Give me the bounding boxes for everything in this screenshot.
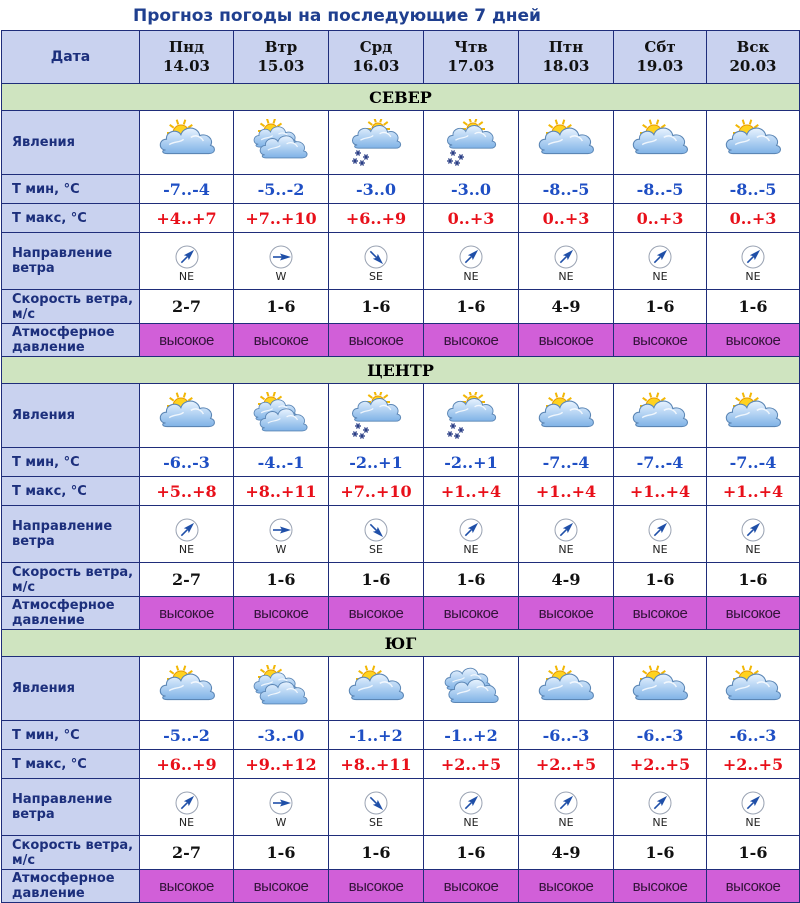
wind-compass-icon [519, 791, 613, 815]
row-tmax [2, 750, 800, 779]
pressure-value: высокое [614, 870, 707, 903]
row-label: Направление ветра [2, 779, 140, 836]
wind-compass-icon [614, 245, 706, 269]
forecast-table [1, 30, 800, 903]
tmin-value: -8..-5 [707, 175, 800, 204]
pressure-value: высокое [424, 870, 519, 903]
wind-direction-label: SE [369, 815, 383, 829]
row-label: Т макс, °С [2, 750, 140, 779]
wind-direction-cell [424, 506, 519, 563]
wind-speed-value: 1-6 [707, 563, 800, 597]
pressure-value: высокое [234, 870, 329, 903]
wind-direction-cell [519, 233, 614, 290]
day-header [424, 31, 519, 84]
wind-speed-value: 1-6 [424, 290, 519, 324]
wind-direction-cell [234, 506, 329, 563]
region-band [2, 84, 800, 111]
pressure-value: высокое [234, 597, 329, 630]
pressure-value: высокое [329, 597, 424, 630]
wind-direction-label: NE [463, 815, 479, 829]
wind-direction-label: NE [652, 542, 668, 556]
day-name: Вск [736, 38, 770, 56]
row-label: Скорость ветра, м/с [2, 290, 140, 324]
day-name: Чтв [454, 38, 488, 56]
row-label: Направление ветра [2, 506, 140, 563]
row-label: Т макс, °С [2, 477, 140, 506]
wind-speed-value: 1-6 [614, 836, 707, 870]
wind-direction-label: W [275, 269, 287, 283]
tmin-value: -3..0 [329, 175, 424, 204]
tmax-value: +5..+8 [140, 477, 234, 506]
wind-speed-value: 2-7 [140, 836, 234, 870]
wind-direction-cell [234, 779, 329, 836]
wind-direction-label: SE [369, 542, 383, 556]
snow-cloud-icon [329, 111, 424, 175]
pressure-value: высокое [424, 324, 519, 357]
day-header [614, 31, 707, 84]
pressure-value: высокое [519, 870, 614, 903]
wind-speed-value: 1-6 [424, 836, 519, 870]
row-label: Атмосферное давление [2, 324, 140, 357]
row-tmax [2, 477, 800, 506]
tmin-value: -3..-0 [234, 721, 329, 750]
region-name: ЦЕНТР [2, 357, 800, 384]
pressure-value: высокое [519, 597, 614, 630]
day-date: 17.03 [447, 57, 495, 75]
wind-compass-icon [329, 791, 423, 815]
wind-speed-value: 2-7 [140, 563, 234, 597]
wind-compass-icon [707, 791, 799, 815]
wind-direction-cell [614, 779, 707, 836]
row-wind-dir [2, 779, 800, 836]
tmax-value: +2..+5 [519, 750, 614, 779]
wind-compass-icon [140, 791, 233, 815]
wind-direction-label: NE [558, 269, 574, 283]
tmin-value: -6..-3 [614, 721, 707, 750]
wind-direction-label: NE [745, 269, 761, 283]
wind-direction-label: NE [652, 269, 668, 283]
pressure-value: высокое [707, 870, 800, 903]
day-header [707, 31, 800, 84]
header-row [2, 31, 800, 84]
day-date: 16.03 [352, 57, 400, 75]
row-label: Скорость ветра, м/с [2, 563, 140, 597]
pressure-value: высокое [707, 324, 800, 357]
wind-direction-cell [614, 506, 707, 563]
wind-direction-label: W [275, 815, 287, 829]
tmax-value: 0..+3 [424, 204, 519, 233]
partly-cloudy-icon [519, 384, 614, 448]
wind-speed-value: 2-7 [140, 290, 234, 324]
snow-cloud-icon [424, 384, 519, 448]
pressure-value: высокое [140, 324, 234, 357]
snow-cloud-icon [424, 111, 519, 175]
pressure-value: высокое [329, 324, 424, 357]
wind-compass-icon [707, 245, 799, 269]
row-tmin [2, 175, 800, 204]
day-header [234, 31, 329, 84]
partly-cloudy-icon [519, 657, 614, 721]
wind-direction-label: NE [178, 269, 195, 283]
wind-direction-cell [614, 233, 707, 290]
wind-direction-cell [424, 779, 519, 836]
partly-cloudy-icon [707, 384, 800, 448]
wind-speed-value: 4-9 [519, 836, 614, 870]
row-label: Направление ветра [2, 233, 140, 290]
wind-compass-icon [234, 791, 328, 815]
pressure-value: высокое [140, 870, 234, 903]
tmin-value: -5..-2 [234, 175, 329, 204]
tmin-value: -6..-3 [707, 721, 800, 750]
pressure-value: высокое [707, 597, 800, 630]
row-label: Т мин, °С [2, 448, 140, 477]
cloudy-sun-icon [234, 657, 329, 721]
region-name: СЕВЕР [2, 84, 800, 111]
wind-direction-cell [329, 779, 424, 836]
partly-cloudy-icon [614, 111, 707, 175]
date-header-label: Дата [2, 31, 140, 84]
tmin-value: -3..0 [424, 175, 519, 204]
wind-direction-cell [707, 506, 800, 563]
row-label: Явления [2, 111, 140, 175]
wind-compass-icon [707, 518, 799, 542]
partly-cloudy-icon [614, 384, 707, 448]
wind-speed-value: 4-9 [519, 563, 614, 597]
tmax-value: 0..+3 [614, 204, 707, 233]
pressure-value: высокое [140, 597, 234, 630]
day-date: 14.03 [163, 57, 210, 75]
wind-direction-label: NE [463, 542, 479, 556]
day-name: Срд [359, 38, 393, 56]
tmax-value: +2..+5 [707, 750, 800, 779]
page-title: Прогноз погоды на последующие 7 дней [133, 6, 541, 26]
wind-compass-icon [424, 518, 518, 542]
cloudy-sun-icon [234, 111, 329, 175]
wind-direction-label: NE [745, 542, 761, 556]
wind-speed-value: 1-6 [234, 836, 329, 870]
wind-compass-icon [519, 245, 613, 269]
row-wind-dir [2, 233, 800, 290]
wind-direction-label: SE [369, 269, 383, 283]
wind-speed-value: 1-6 [329, 290, 424, 324]
wind-speed-value: 1-6 [707, 290, 800, 324]
wind-direction-cell [140, 233, 234, 290]
row-pressure [2, 870, 800, 903]
wind-direction-label: NE [463, 269, 479, 283]
row-wind-speed [2, 563, 800, 597]
partly-cloudy-icon [519, 111, 614, 175]
wind-direction-label: NE [178, 815, 195, 829]
row-phenomena [2, 657, 800, 721]
row-phenomena [2, 111, 800, 175]
wind-speed-value: 1-6 [424, 563, 519, 597]
day-header [140, 31, 234, 84]
pressure-value: высокое [614, 597, 707, 630]
wind-direction-cell [140, 779, 234, 836]
tmin-value: -8..-5 [519, 175, 614, 204]
wind-speed-value: 1-6 [707, 836, 800, 870]
tmin-value: -2..+1 [424, 448, 519, 477]
pressure-value: высокое [424, 597, 519, 630]
row-phenomena [2, 384, 800, 448]
tmax-value: +7..+10 [329, 477, 424, 506]
region-name: ЮГ [2, 630, 800, 657]
tmax-value: +1..+4 [424, 477, 519, 506]
tmin-value: -7..-4 [519, 448, 614, 477]
partly-cloudy-icon [140, 657, 234, 721]
wind-direction-cell [424, 233, 519, 290]
wind-compass-icon [424, 791, 518, 815]
tmax-value: 0..+3 [707, 204, 800, 233]
day-date: 15.03 [257, 57, 305, 75]
wind-direction-label: W [275, 542, 287, 556]
wind-direction-cell [707, 233, 800, 290]
wind-direction-label: NE [178, 542, 195, 556]
tmax-value: +2..+5 [424, 750, 519, 779]
tmax-value: 0..+3 [519, 204, 614, 233]
wind-speed-value: 1-6 [234, 290, 329, 324]
pressure-value: высокое [614, 324, 707, 357]
day-date: 18.03 [542, 57, 590, 75]
day-name: Птн [548, 38, 584, 56]
tmin-value: -6..-3 [519, 721, 614, 750]
row-tmax [2, 204, 800, 233]
wind-direction-label: NE [652, 815, 668, 829]
wind-compass-icon [140, 245, 233, 269]
tmin-value: -8..-5 [614, 175, 707, 204]
wind-speed-value: 1-6 [234, 563, 329, 597]
row-label: Т мин, °С [2, 175, 140, 204]
tmin-value: -7..-4 [140, 175, 234, 204]
wind-direction-cell [519, 779, 614, 836]
tmax-value: +1..+4 [519, 477, 614, 506]
wind-direction-cell [140, 506, 234, 563]
tmax-value: +2..+5 [614, 750, 707, 779]
row-tmin [2, 448, 800, 477]
wind-compass-icon [329, 245, 423, 269]
wind-compass-icon [614, 518, 706, 542]
row-wind-speed [2, 290, 800, 324]
day-name: Пнд [168, 38, 205, 56]
day-name: Сбт [644, 38, 676, 56]
tmax-value: +4..+7 [140, 204, 234, 233]
wind-compass-icon [329, 518, 423, 542]
row-pressure [2, 597, 800, 630]
cloudy-sun-icon [234, 384, 329, 448]
pressure-value: высокое [329, 870, 424, 903]
wind-direction-label: NE [558, 815, 574, 829]
wind-direction-cell [329, 233, 424, 290]
wind-speed-value: 1-6 [329, 836, 424, 870]
tmin-value: -6..-3 [140, 448, 234, 477]
row-label: Атмосферное давление [2, 870, 140, 903]
wind-direction-label: NE [745, 815, 761, 829]
wind-compass-icon [234, 518, 328, 542]
wind-compass-icon [424, 245, 518, 269]
wind-compass-icon [614, 791, 706, 815]
partly-cloudy-icon [140, 111, 234, 175]
partly-cloudy-icon [707, 111, 800, 175]
partly-cloudy-icon [707, 657, 800, 721]
tmax-value: +8..+11 [329, 750, 424, 779]
row-label: Скорость ветра, м/с [2, 836, 140, 870]
wind-speed-value: 1-6 [614, 290, 707, 324]
day-name: Втр [264, 38, 298, 56]
tmin-value: -1..+2 [424, 721, 519, 750]
tmax-value: +6..+9 [329, 204, 424, 233]
cloudy-icon [424, 657, 519, 721]
tmax-value: +8..+11 [234, 477, 329, 506]
wind-compass-icon [519, 518, 613, 542]
region-band [2, 357, 800, 384]
tmax-value: +6..+9 [140, 750, 234, 779]
day-date: 20.03 [729, 57, 777, 75]
row-wind-dir [2, 506, 800, 563]
tmin-value: -5..-2 [140, 721, 234, 750]
row-tmin [2, 721, 800, 750]
row-label: Т мин, °С [2, 721, 140, 750]
day-header [519, 31, 614, 84]
wind-direction-cell [234, 233, 329, 290]
row-label: Атмосферное давление [2, 597, 140, 630]
pressure-value: высокое [234, 324, 329, 357]
tmin-value: -7..-4 [707, 448, 800, 477]
row-label: Явления [2, 657, 140, 721]
tmin-value: -1..+2 [329, 721, 424, 750]
day-date: 19.03 [636, 57, 684, 75]
wind-compass-icon [140, 518, 233, 542]
tmin-value: -7..-4 [614, 448, 707, 477]
snow-cloud-icon [329, 384, 424, 448]
wind-compass-icon [234, 245, 328, 269]
tmax-value: +9..+12 [234, 750, 329, 779]
row-wind-speed [2, 836, 800, 870]
row-label: Т макс, °С [2, 204, 140, 233]
wind-direction-label: NE [558, 542, 574, 556]
wind-direction-cell [707, 779, 800, 836]
tmax-value: +7..+10 [234, 204, 329, 233]
partly-cloudy-icon [614, 657, 707, 721]
wind-direction-cell [519, 506, 614, 563]
row-label: Явления [2, 384, 140, 448]
wind-speed-value: 4-9 [519, 290, 614, 324]
partly-cloudy-icon [140, 384, 234, 448]
region-band [2, 630, 800, 657]
wind-speed-value: 1-6 [329, 563, 424, 597]
pressure-value: высокое [519, 324, 614, 357]
wind-direction-cell [329, 506, 424, 563]
row-pressure [2, 324, 800, 357]
tmin-value: -2..+1 [329, 448, 424, 477]
tmax-value: +1..+4 [614, 477, 707, 506]
day-header [329, 31, 424, 84]
wind-speed-value: 1-6 [614, 563, 707, 597]
tmax-value: +1..+4 [707, 477, 800, 506]
partly-cloudy-icon [329, 657, 424, 721]
tmin-value: -4..-1 [234, 448, 329, 477]
